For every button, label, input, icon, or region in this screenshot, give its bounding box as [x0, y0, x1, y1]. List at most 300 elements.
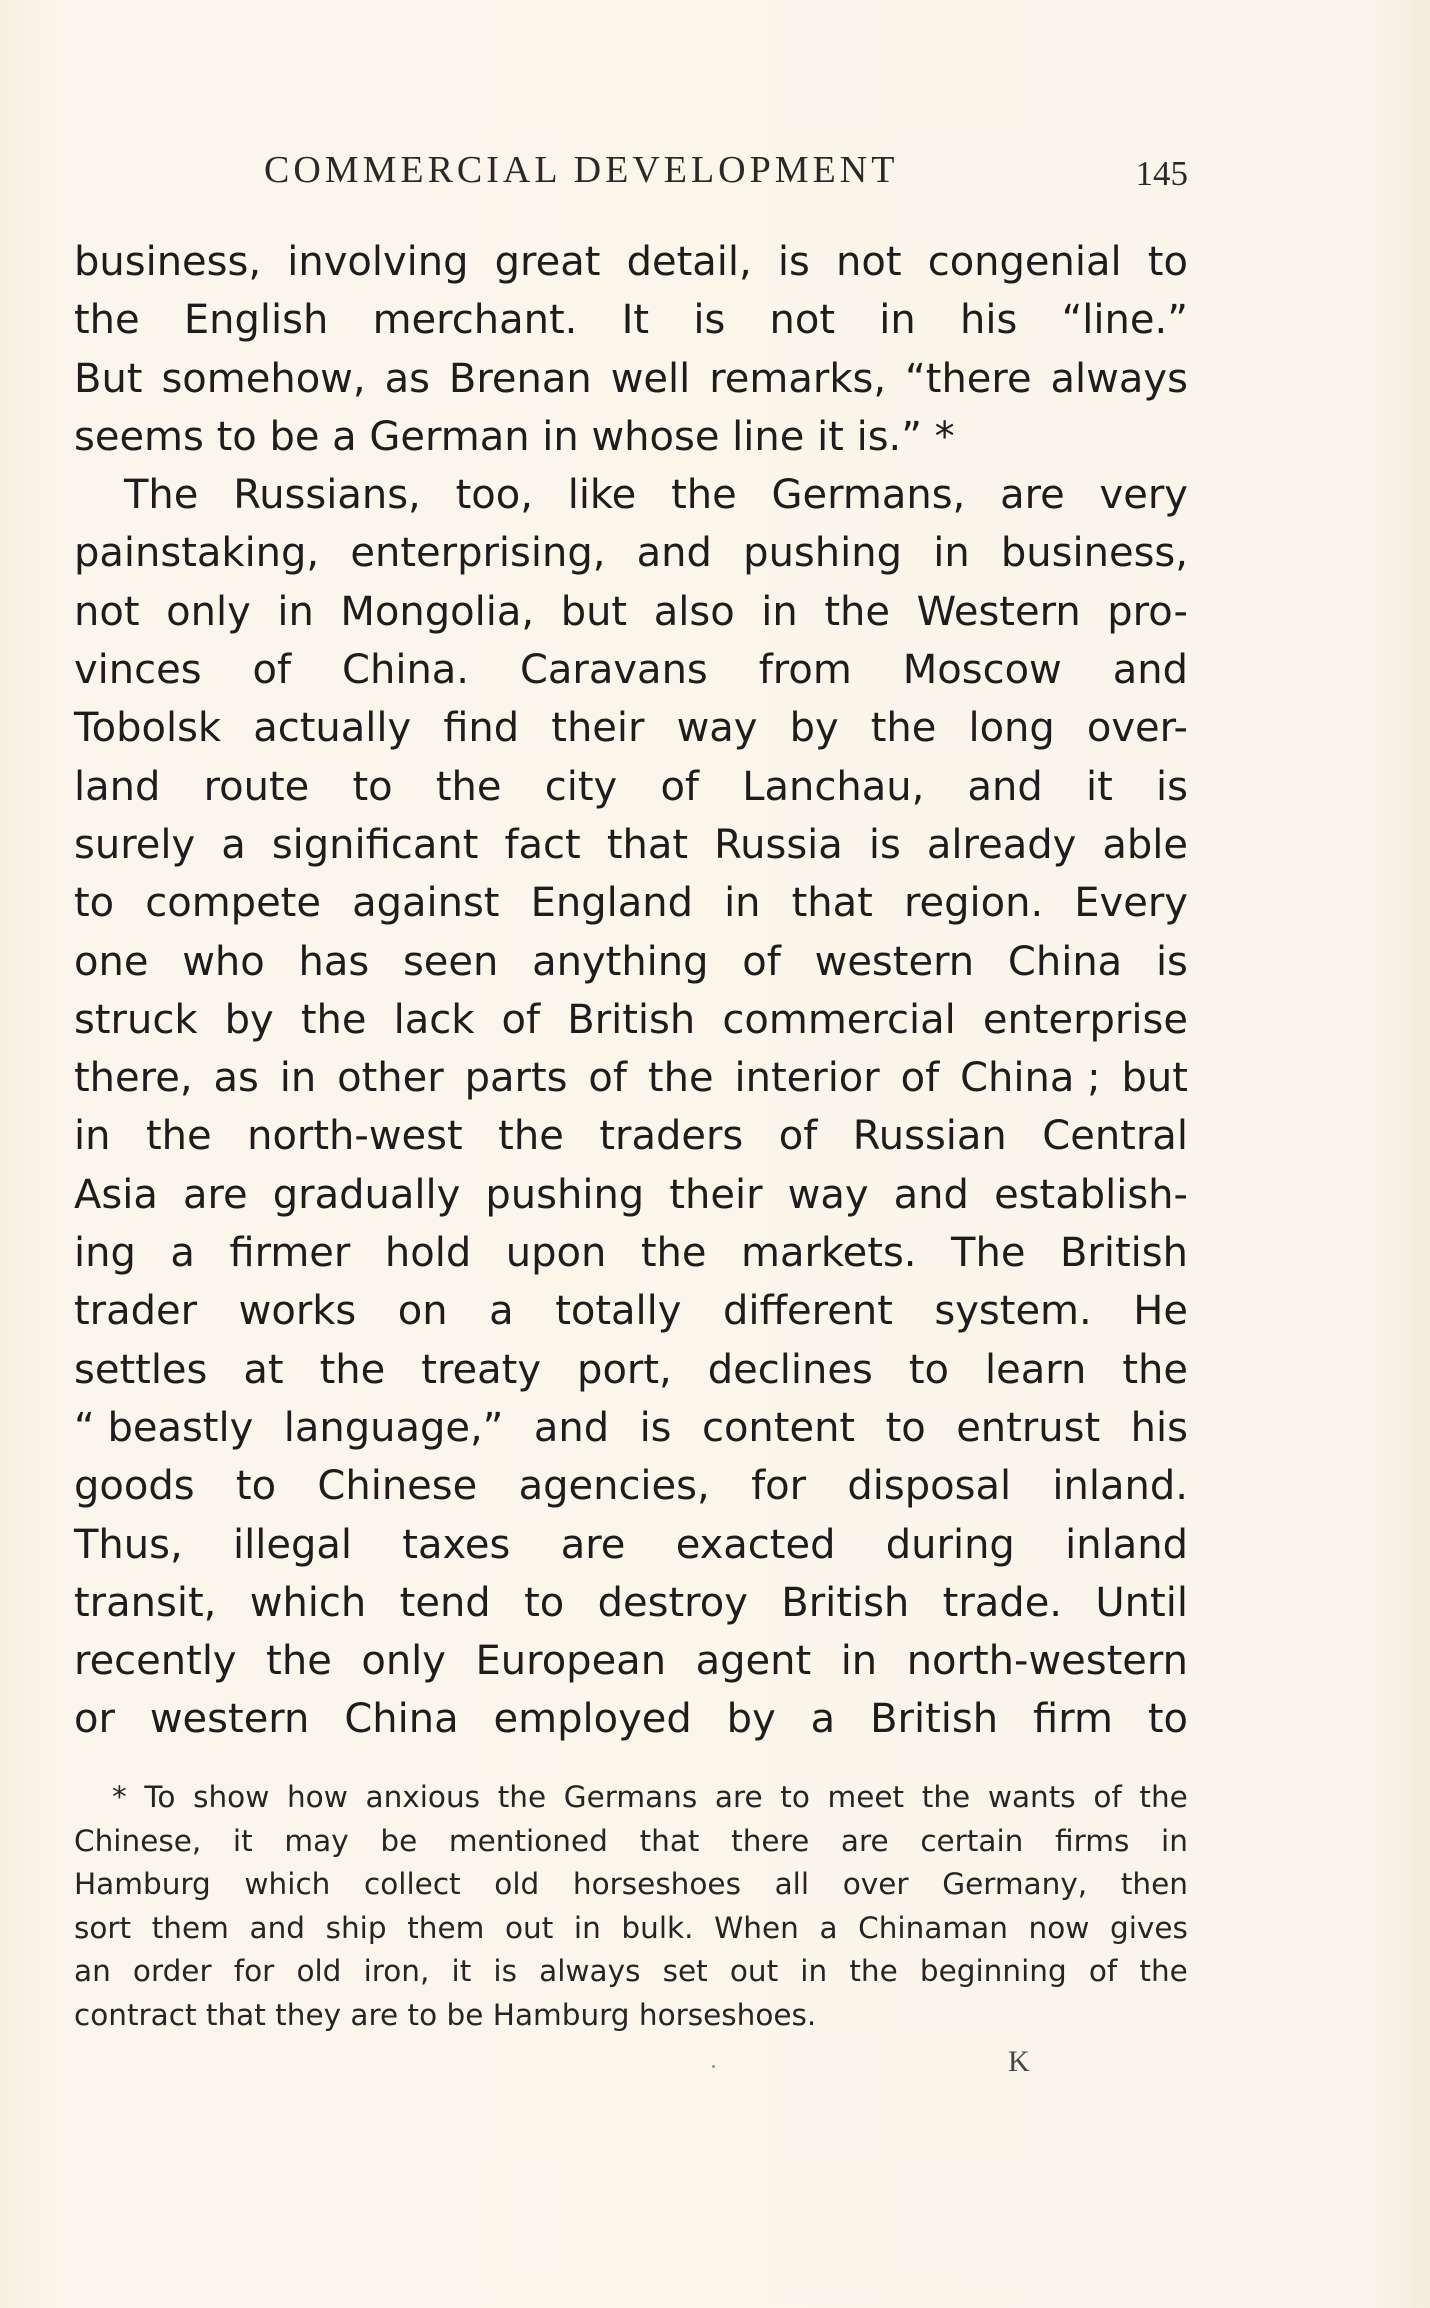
body-word: that	[606, 821, 689, 868]
body-word: illegal	[233, 1521, 352, 1568]
body-word: inland.	[1052, 1463, 1188, 1510]
body-word: somehow,	[161, 355, 366, 402]
footnote-word: Germany,	[942, 1867, 1088, 1902]
body-word: parts	[464, 1055, 568, 1102]
body-word: He	[1133, 1288, 1188, 1335]
body-word: on	[397, 1288, 448, 1335]
body-word: western	[814, 938, 975, 985]
body-word: land	[74, 763, 161, 810]
body-word: in	[279, 1055, 317, 1102]
footnote-word: of	[1093, 1780, 1122, 1814]
body-word: interior	[734, 1055, 880, 1102]
body-word: are	[182, 1171, 248, 1218]
body-word: Chinese	[317, 1463, 478, 1510]
body-word: is	[639, 1404, 672, 1451]
body-word: route	[203, 763, 310, 810]
body-word: his	[960, 297, 1018, 344]
body-line	[74, 291, 1188, 349]
body-line	[74, 816, 1188, 874]
footnote-word: anxious	[365, 1780, 481, 1814]
body-word: enterprise	[982, 996, 1188, 1043]
body-word: way	[676, 705, 758, 752]
footnote-word: collect	[364, 1867, 461, 1902]
footnote-word: for	[233, 1954, 275, 1989]
footnote-word: over	[842, 1867, 909, 1902]
footnote-word: how	[286, 1780, 348, 1814]
body-word: at	[243, 1346, 284, 1393]
body-word: by	[224, 996, 274, 1043]
body-word: the	[1122, 1346, 1188, 1393]
body-word: to	[885, 1404, 926, 1451]
body-word: It	[621, 297, 650, 344]
body-word: employed	[493, 1696, 692, 1743]
body-word: British	[1059, 1230, 1188, 1277]
body-word: well	[610, 355, 691, 402]
body-word: merchant.	[372, 297, 578, 344]
body-word: anything	[532, 938, 709, 985]
footnote-word: set	[662, 1954, 708, 1989]
body-word: treaty	[421, 1346, 542, 1393]
body-word: is	[1156, 763, 1188, 810]
body-word: the	[435, 763, 502, 810]
footnote-word: of	[1088, 1954, 1118, 1989]
body-word: to	[1147, 1696, 1188, 1743]
body-word: British	[870, 1696, 999, 1743]
footnote-word: now	[1028, 1910, 1090, 1945]
body-line	[74, 583, 1188, 641]
body-word: and	[893, 1171, 969, 1218]
body-word: trade.	[942, 1579, 1063, 1626]
body-word: remarks,	[709, 355, 887, 402]
body-word: one	[74, 938, 149, 985]
body-word: north-west	[247, 1113, 463, 1160]
body-word: to	[235, 1463, 277, 1510]
footnote-word: beginning	[919, 1954, 1067, 1989]
body-word: the	[74, 297, 140, 344]
body-word: has	[298, 938, 370, 985]
footnote-word: are	[714, 1780, 763, 1814]
body-line	[74, 350, 1188, 408]
body-word: involving	[287, 239, 469, 285]
footnote-word: out	[504, 1910, 554, 1945]
body-word: find	[443, 705, 520, 752]
body-word: “line.”	[1061, 297, 1188, 344]
body-word: the	[266, 1638, 332, 1685]
body-word: in	[277, 588, 314, 635]
body-word: as	[384, 355, 430, 402]
body-word: other	[337, 1055, 444, 1102]
footnote-word: all	[774, 1867, 810, 1902]
footnote-word: in	[573, 1910, 601, 1945]
body-word: are	[1000, 472, 1065, 519]
body-word: and	[636, 530, 712, 577]
body-word: the	[870, 705, 937, 752]
body-word: their	[669, 1171, 763, 1218]
body-word: always	[1050, 355, 1188, 402]
body-word: seen	[402, 938, 499, 985]
body-word: way	[787, 1171, 869, 1218]
body-word: is	[777, 239, 810, 285]
body-word: a	[221, 821, 246, 868]
footnote-word: the	[497, 1780, 547, 1814]
footnote-word: the	[1139, 1780, 1188, 1814]
body-word: in	[840, 1638, 878, 1685]
body-word: learn	[985, 1346, 1087, 1393]
body-word: only	[166, 588, 251, 635]
footnote-word: Hamburg	[74, 1867, 211, 1902]
body-word: port,	[577, 1346, 672, 1393]
footnote-word: Germans	[563, 1780, 698, 1814]
body-word: in	[879, 297, 916, 344]
footnote-word: sort	[74, 1910, 132, 1945]
body-word: but	[1121, 1055, 1188, 1102]
body-word: European	[475, 1638, 667, 1685]
body-word: enterprising,	[350, 530, 606, 577]
body-word: or	[74, 1696, 115, 1743]
body-line	[74, 1399, 1188, 1457]
body-word: not	[769, 297, 836, 344]
body-word: Russians,	[233, 472, 421, 519]
body-word: Caravans	[519, 647, 708, 694]
body-word: that	[791, 880, 873, 927]
body-word: China	[344, 1696, 459, 1743]
body-word: long	[968, 705, 1055, 752]
body-word: the	[145, 1113, 212, 1160]
footnote-word: them	[151, 1910, 229, 1945]
footnote-word: gives	[1110, 1910, 1188, 1945]
page-header	[74, 148, 1188, 208]
body-word: different	[722, 1288, 893, 1335]
body-word: Germans,	[771, 472, 966, 519]
body-word: region.	[903, 880, 1044, 927]
body-word: in	[74, 1113, 111, 1160]
body-word: in	[933, 530, 970, 577]
body-word: “ beastly	[74, 1404, 254, 1451]
body-word: Tobolsk	[74, 705, 222, 752]
footnote-word: the	[849, 1954, 898, 1989]
body-word: to	[352, 763, 393, 810]
body-word: recently	[74, 1638, 237, 1685]
body-word: taxes	[402, 1521, 511, 1568]
body-word: and	[1112, 647, 1188, 694]
body-word: England	[530, 880, 693, 927]
body-word: is	[868, 821, 901, 868]
body-word: fact	[504, 821, 581, 868]
body-word: who	[182, 938, 265, 985]
body-word: for	[751, 1463, 807, 1510]
footnote-word: When	[714, 1910, 799, 1945]
body-word: establish-	[994, 1171, 1188, 1218]
body-word: business,	[74, 239, 262, 285]
body-word: exacted	[675, 1521, 836, 1568]
body-word: tend	[399, 1579, 491, 1626]
body-word: and	[967, 763, 1043, 810]
body-word: pro-	[1107, 588, 1188, 635]
body-word: compete	[145, 880, 321, 927]
body-word: destroy	[597, 1579, 748, 1626]
body-line	[74, 1282, 1188, 1340]
footnote-word: an	[74, 1954, 111, 1989]
body-word: over-	[1086, 705, 1188, 752]
body-word: traders	[599, 1113, 744, 1160]
footnote-word: then	[1120, 1867, 1188, 1902]
footnote-word: old	[494, 1867, 540, 1902]
body-word: actually	[253, 705, 412, 752]
body-word: Russia	[714, 821, 843, 868]
footnote-line	[74, 1863, 1188, 1907]
footnote-word: Chinaman	[858, 1910, 1008, 1945]
body-word: content	[701, 1404, 856, 1451]
footnote-word: meet	[827, 1780, 905, 1814]
body-word: too,	[455, 472, 533, 519]
body-word: by	[726, 1696, 776, 1743]
body-word: is	[693, 297, 726, 344]
body-line	[74, 233, 1188, 291]
body-word: a	[489, 1288, 514, 1335]
body-word: settles	[74, 1346, 208, 1393]
body-word: China.	[342, 647, 470, 694]
body-word: surely	[74, 821, 196, 868]
paper-speck	[712, 2065, 715, 2068]
footnote-word: to	[780, 1780, 810, 1814]
body-word: declines	[707, 1346, 873, 1393]
body-word: during	[885, 1521, 1015, 1568]
body-word: in	[761, 588, 798, 635]
body-word: great	[494, 239, 601, 285]
footnote-word: old	[296, 1954, 342, 1989]
body-word: painstaking,	[74, 530, 320, 577]
body-word: there,	[74, 1055, 193, 1102]
body-line	[74, 1516, 1188, 1574]
body-line	[74, 524, 1188, 582]
body-line	[74, 1457, 1188, 1515]
footnote-word: out	[729, 1954, 779, 1989]
body-word: pushing	[485, 1171, 645, 1218]
body-word: vinces	[74, 647, 202, 694]
footnote-line	[74, 1776, 1188, 1820]
body-word: works	[238, 1288, 357, 1335]
body-word: British	[781, 1579, 910, 1626]
body-word: like	[567, 472, 637, 519]
footnote-word: horseshoes	[572, 1867, 741, 1902]
body-word: trader	[74, 1288, 198, 1335]
body-word: gradually	[272, 1171, 461, 1218]
body-word: of	[588, 1055, 627, 1102]
footnote-word: wants	[987, 1780, 1076, 1814]
footnote-word: firms	[1055, 1823, 1130, 1858]
footnote-word: certain	[920, 1823, 1024, 1858]
body-word: upon	[505, 1230, 607, 1277]
footnote-line	[74, 1820, 1188, 1864]
body-word: and	[533, 1404, 610, 1451]
body-word: the	[647, 1055, 714, 1102]
body-word: Every	[1074, 880, 1188, 927]
footnote-word: may	[284, 1823, 349, 1858]
footnote-word: bulk.	[621, 1910, 694, 1945]
body-word: ing	[74, 1230, 136, 1277]
footnote-line	[74, 1950, 1188, 1994]
body-word: the	[300, 996, 367, 1043]
footnote-word: contract that they are to be Hamburg horseshoes.	[74, 1997, 817, 2032]
body-word: markets.	[741, 1230, 917, 1277]
body-word: goods	[74, 1463, 195, 1510]
footnote-word: and	[249, 1910, 305, 1945]
body-word: the	[640, 1230, 707, 1277]
footnote-word: are	[840, 1823, 889, 1858]
body-word: as	[213, 1055, 259, 1102]
body-word: Until	[1095, 1579, 1188, 1626]
body-word: of	[501, 996, 541, 1043]
body-word: totally	[555, 1288, 682, 1335]
body-word: entrust	[956, 1404, 1101, 1451]
body-word: are	[560, 1521, 626, 1568]
body-word: China ;	[960, 1055, 1101, 1102]
body-word: of	[778, 1113, 818, 1160]
body-text	[74, 233, 1188, 1749]
body-word: hold	[384, 1230, 472, 1277]
body-word: firm	[1033, 1696, 1113, 1743]
body-word: from	[758, 647, 852, 694]
body-word: The	[124, 472, 199, 519]
body-word: only	[361, 1638, 446, 1685]
body-word: very	[1099, 472, 1188, 519]
body-word: but	[560, 588, 628, 635]
body-line	[74, 1632, 1188, 1690]
body-word: Asia	[74, 1171, 158, 1218]
footnote-word: mentioned	[448, 1823, 608, 1858]
body-word: which	[249, 1579, 367, 1626]
body-word: also	[653, 588, 735, 635]
body-word: to	[908, 1346, 949, 1393]
body-word: to	[524, 1579, 565, 1626]
body-word: congenial	[927, 239, 1122, 285]
body-line	[74, 1341, 1188, 1399]
body-line	[74, 1166, 1188, 1224]
body-word: a	[810, 1696, 836, 1743]
body-word: Russian	[852, 1113, 1007, 1160]
footnote-word: always	[539, 1954, 641, 1989]
body-word: British	[567, 996, 696, 1043]
footnote-word: that	[639, 1823, 700, 1858]
body-word: “there	[905, 355, 1032, 402]
footnote-word: ship	[325, 1910, 387, 1945]
footnote-word: it	[232, 1823, 253, 1858]
body-word: English	[183, 297, 329, 344]
page-number: 145	[1135, 154, 1188, 193]
body-word: inland	[1065, 1521, 1188, 1568]
body-word: already	[926, 821, 1077, 868]
body-word: pushing	[743, 530, 902, 577]
body-word: detail,	[626, 239, 752, 285]
footnote	[74, 1776, 1188, 2038]
body-line	[74, 641, 1188, 699]
body-word: north-western	[906, 1638, 1188, 1685]
body-word: the	[498, 1113, 564, 1160]
body-word: the	[671, 472, 737, 519]
body-word: not	[836, 239, 902, 285]
body-word: disposal	[847, 1463, 1012, 1510]
body-word: city	[544, 763, 618, 810]
footnote-word: Chinese,	[74, 1823, 202, 1858]
running-head: COMMERCIAL DEVELOPMENT	[264, 149, 899, 191]
body-word: western	[149, 1696, 310, 1743]
body-word: business,	[1000, 530, 1188, 577]
footnote-word: the	[1139, 1954, 1188, 1989]
body-word: of	[742, 938, 781, 985]
body-word: their	[551, 705, 645, 752]
body-word: of	[900, 1055, 940, 1102]
body-line	[74, 1107, 1188, 1165]
body-word: to	[1147, 239, 1188, 285]
footnote-word: iron,	[363, 1954, 430, 1989]
body-line	[74, 408, 1188, 466]
body-word: agencies,	[518, 1463, 710, 1510]
body-word: is	[1155, 938, 1188, 985]
body-word: of	[660, 763, 699, 810]
body-word: Central	[1042, 1113, 1188, 1160]
body-word: The	[951, 1230, 1026, 1277]
footnote-line	[74, 1907, 1188, 1951]
body-word: not	[74, 588, 140, 635]
body-word: lack	[393, 996, 475, 1043]
footnote-word: which	[244, 1867, 331, 1902]
body-word: Moscow	[902, 647, 1062, 694]
body-word: language,”	[283, 1404, 504, 1451]
body-word: the	[824, 588, 891, 635]
body-word: China	[1007, 938, 1123, 985]
body-word: But	[74, 355, 143, 402]
footnote-word: them	[407, 1910, 485, 1945]
body-line	[74, 466, 1188, 524]
body-line	[74, 933, 1188, 991]
body-word: struck	[74, 996, 198, 1043]
footnote-word: be	[380, 1823, 418, 1858]
body-word: Thus,	[74, 1521, 183, 1568]
body-line	[74, 1224, 1188, 1282]
footnote-word: a	[819, 1910, 838, 1945]
footnote-word: it	[451, 1954, 472, 1989]
body-word: to	[74, 880, 115, 927]
body-word: Brenan	[448, 355, 592, 402]
body-word: commercial	[722, 996, 956, 1043]
body-word: the	[319, 1346, 386, 1393]
body-word: Western	[916, 588, 1081, 635]
footnote-line	[74, 1994, 1188, 2038]
body-line	[74, 991, 1188, 1049]
body-word: system.	[934, 1288, 1092, 1335]
footnote-word: show	[193, 1780, 270, 1814]
footnote-word: order	[132, 1954, 212, 1989]
body-word: in	[724, 880, 761, 927]
body-word: of	[252, 647, 292, 694]
body-word: significant	[271, 821, 479, 868]
body-line	[74, 699, 1188, 757]
footnote-word: there	[731, 1823, 810, 1858]
body-line	[74, 1690, 1188, 1748]
signature-mark: K	[1008, 2045, 1030, 2078]
body-word: Mongolia,	[340, 588, 535, 635]
footnote-word: the	[921, 1780, 971, 1814]
footnote-word: is	[493, 1954, 517, 1989]
body-word: Lanchau,	[742, 763, 925, 810]
body-word: able	[1102, 821, 1188, 868]
body-word: seems to be a German in whose line it is.” *	[74, 413, 955, 460]
body-word: a	[170, 1230, 195, 1277]
body-word: it	[1086, 763, 1113, 810]
body-line	[74, 1574, 1188, 1632]
body-line	[74, 758, 1188, 816]
footnote-word: in	[1161, 1823, 1188, 1858]
